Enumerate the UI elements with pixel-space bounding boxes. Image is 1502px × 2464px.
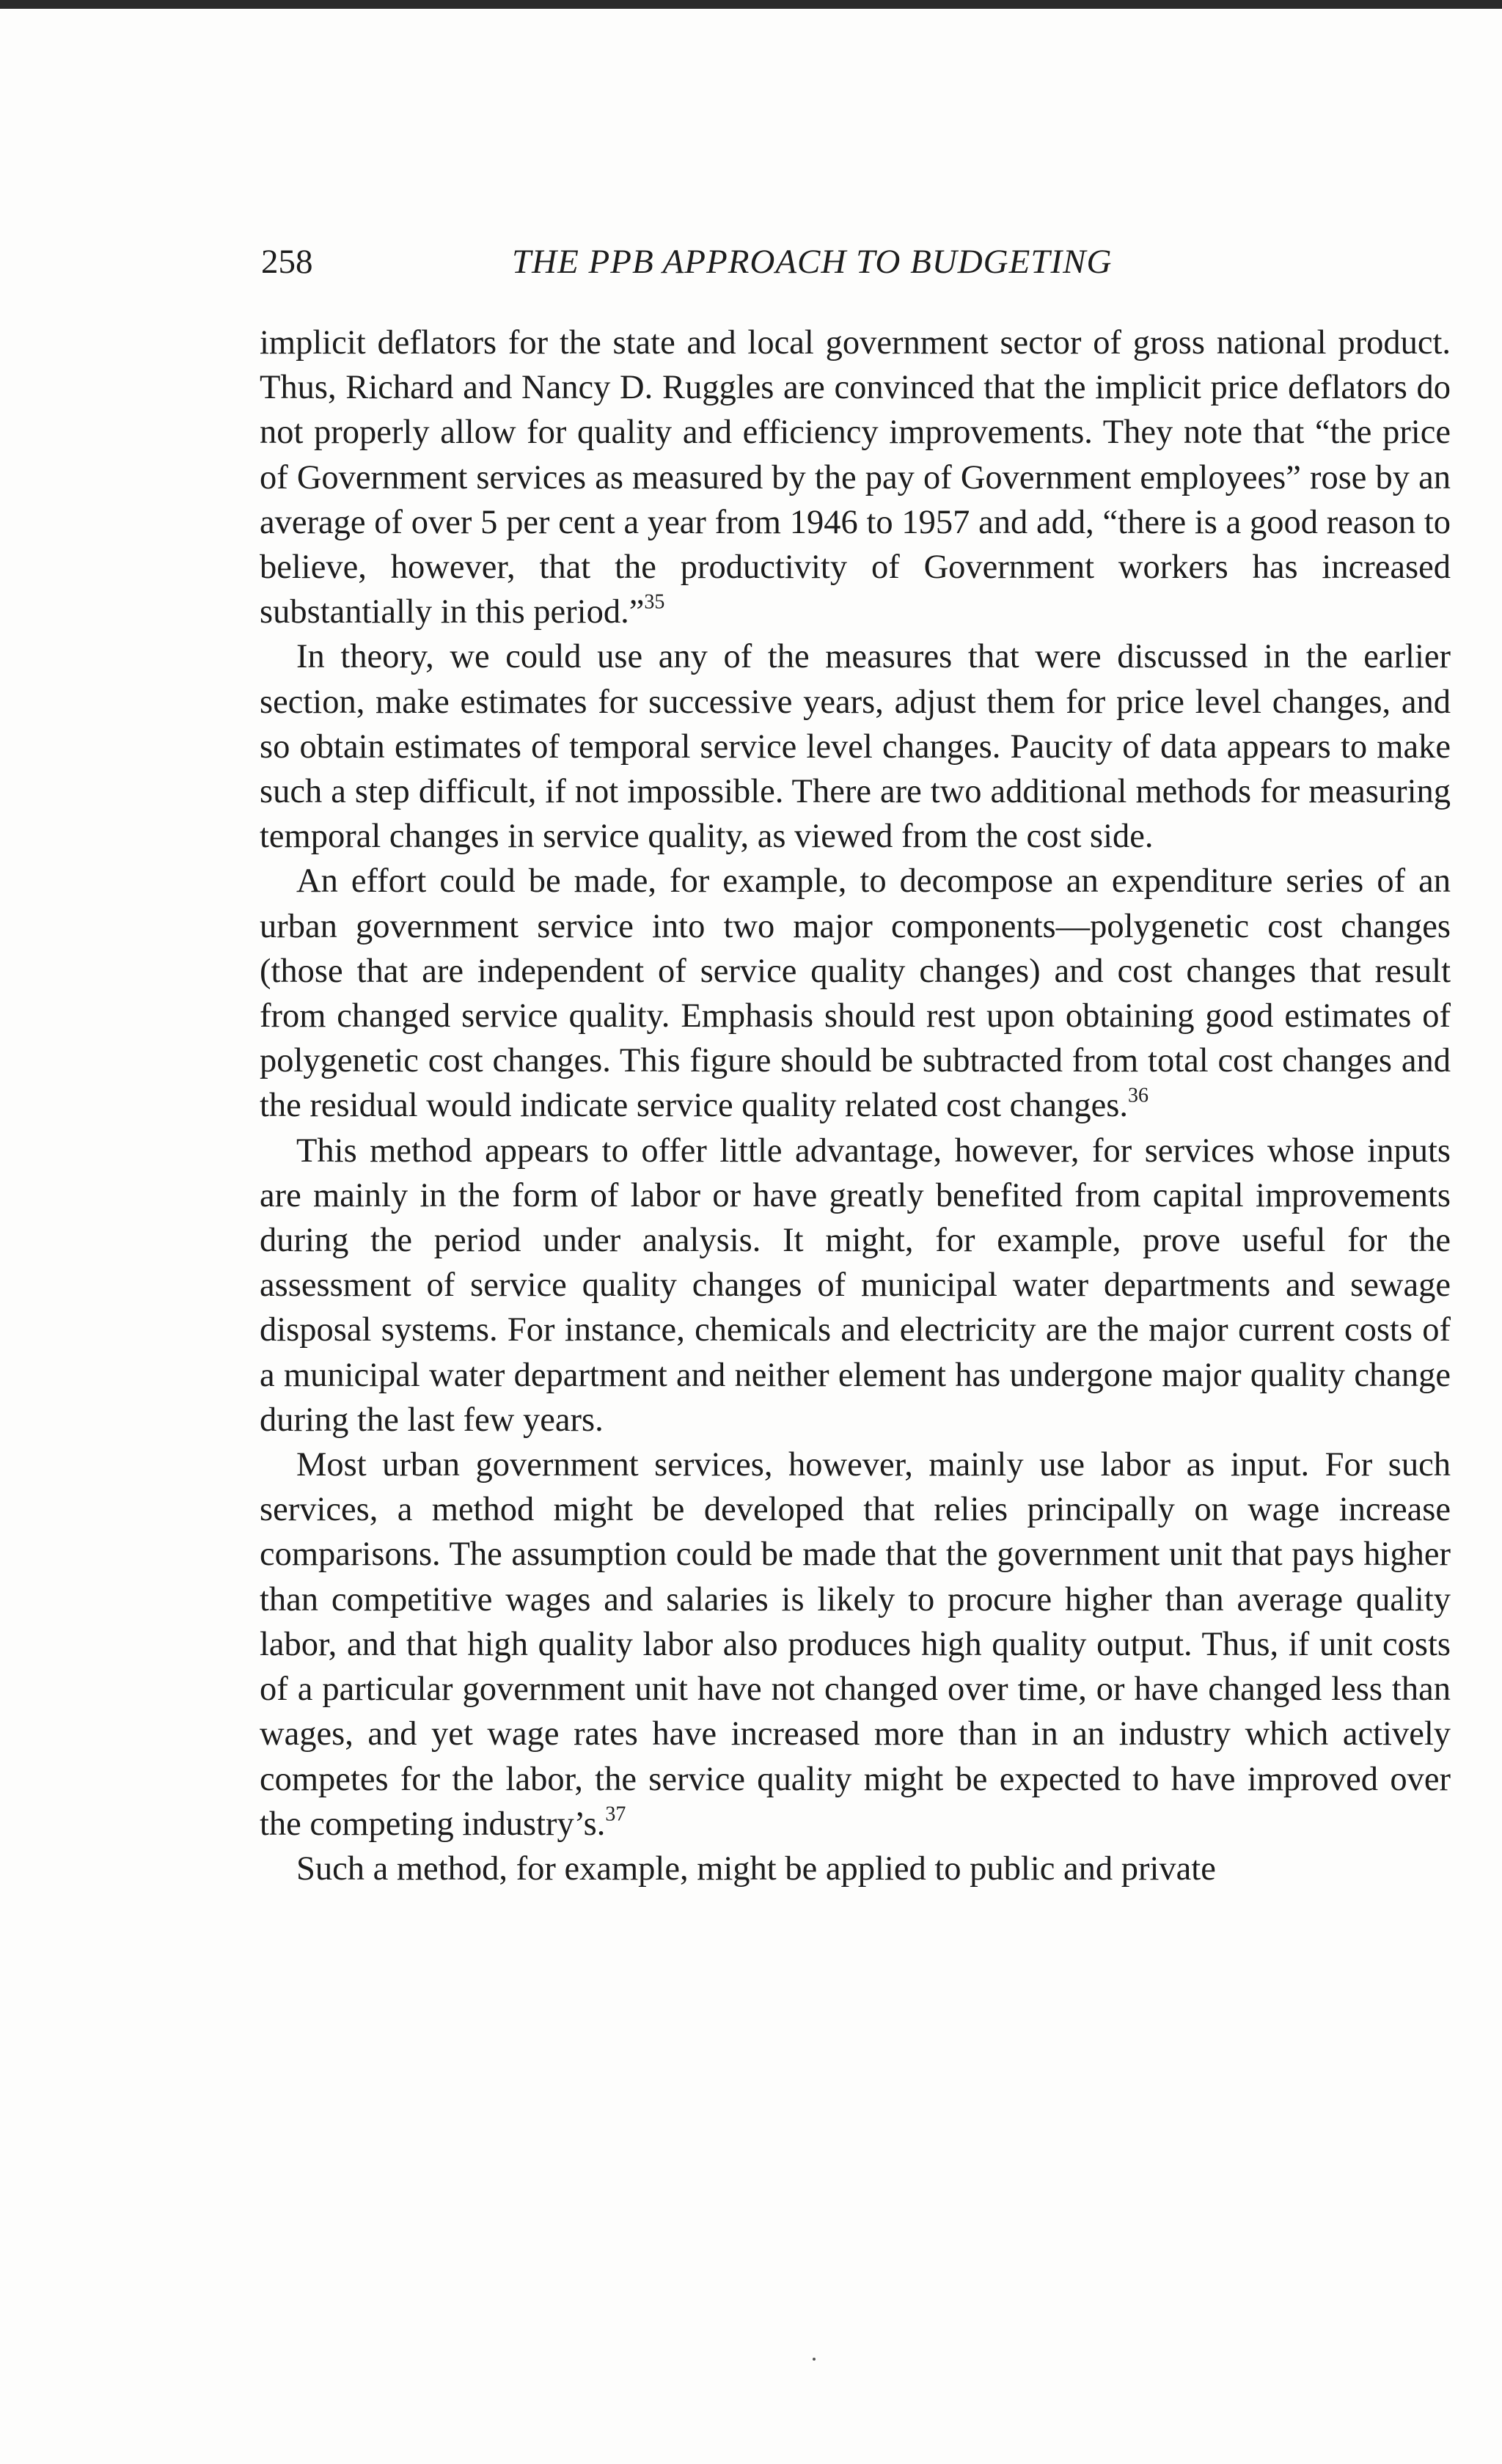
paragraph-text: implicit deflators for the state and local government sector of gross national product. Thus, Richard and Nancy D. Ruggles are convinced that the implicit price deflators do not properly allow for quality and efficiency improvements. They note that “the price of Government services as measured by the pay of Government employees” rose by an average of over 5 per cent a year from 1946 to 1957 and add, “there is a good reason to believe, however, that the productivity of Government workers has increased substantially in this period.” xyxy=(260,324,1451,631)
running-head: THE PPB APPROACH TO BUDGETING xyxy=(512,243,1113,281)
page-header xyxy=(261,242,1449,286)
paragraph-text: Such a method, for example, might be applied to public and private xyxy=(296,1849,1216,1888)
paragraph xyxy=(260,1847,1451,1891)
scan-speck xyxy=(813,2358,816,2361)
paragraph-text: Most urban government services, however, mainly use labor as input. For such services, a method might be developed that relies principally on wage increase comparisons. The assumption could be made that the government unit that pays higher than competitive wages and salaries is likely to procure higher than average quality labor, and that high quality labor also produces high quality output. Thus, if unit costs of a particular government unit have not changed over time, or have changed less than wages, and yet wage rates have increased more than in an industry which actively competes for the labor, the service quality might be expected to have improved over the competing industry’s. xyxy=(260,1446,1451,1843)
footnote-ref: 35 xyxy=(644,590,665,614)
page-number: 258 xyxy=(261,243,313,281)
paragraph-text: An effort could be made, for example, to decompose an expenditure series of an urban government service into two major components—polygenetic cost changes (those that are independent of service quality changes) and cost changes that result from changed service quality. Emphasis should rest upon obtaining good estimates of polygenetic cost changes. This figure should be subtracted from total cost changes and the residual would indicate service quality related cost changes. xyxy=(260,862,1451,1125)
paragraph xyxy=(260,634,1451,859)
body-text xyxy=(260,320,1451,1891)
footnote-ref: 37 xyxy=(605,1803,626,1826)
footnote-ref: 36 xyxy=(1128,1084,1149,1107)
paragraph-text: This method appears to offer little advantage, however, for services whose inputs are mainly in the form of labor or have greatly benefited from capital improvements during the period under analysis. It might, for example, prove useful for the assessment of service quality changes of municipal water departments and sewage disposal systems. For instance, chemicals and electricity are the major current costs of a municipal water department and neither element has undergone major quality change during the last few years. xyxy=(260,1132,1451,1439)
paragraph xyxy=(260,859,1451,1128)
paragraph xyxy=(260,1129,1451,1442)
paragraph xyxy=(260,320,1451,634)
paragraph-text: In theory, we could use any of the measures that were discussed in the earlier section, make estimates for successive years, adjust them for price level changes, and so obtain estimates of temporal service level changes. Paucity of data appears to make such a step difficult, if not impossible. There are two additional methods for measuring temporal changes in service quality, as viewed from the cost side. xyxy=(260,638,1451,856)
top-scan-border xyxy=(0,0,1502,9)
paragraph xyxy=(260,1442,1451,1847)
